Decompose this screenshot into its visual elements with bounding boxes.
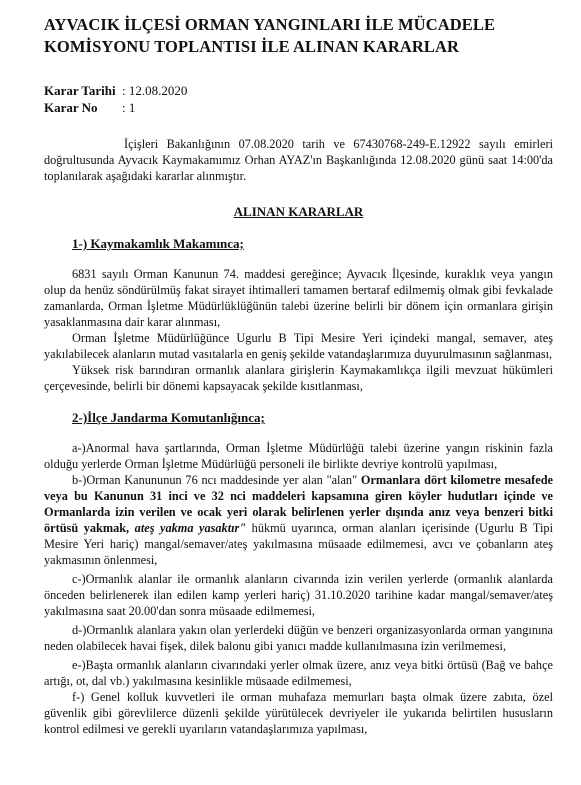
section-2-item-c: c-)Ormanlık alanlar ile ormanlık alanların civarında izin verilen yerlerde (ormanlık alanlarda önceden belirlenerek ilan edilen kamp yerleri hariç) 31.10.2020 tarihine kadar mangal/semaver/ateş yakılmasına saat 20.00'dan sonra müsaade edilmemesi, [44,572,553,618]
section-1-paragraph-3: Yüksek risk barındıran ormanlık alanlara girişlerin Kaymakamlıkça ilgili mevzuat hükümleri çerçevesinde, belirli bir dönemi kapsayacak şekilde kısıtlanması, [44,363,553,393]
title-line-2: KOMİSYONU TOPLANTISI İLE ALINAN KARARLAR [44,37,460,56]
section-2-item-a: a-)Anormal hava şartlarında, Orman İşletme Müdürlüğü talebi üzerine yangın riskinin fazla olduğu yerlerde Orman İşletme Müdürlüğü personeli ile birlikte devriye kontrolü yapılması, [44,441,553,471]
section-1-heading: 1-) Kaymakamlık Makamınca; [72,236,244,251]
intro-paragraph: İçişleri Bakanlığının 07.08.2020 tarih ve 67430768-249-E.12922 sayılı emirleri doğrultusunda Ayvacık Kaymakamımız Orhan AYAZ'ın Başkanlığında 12.08.2020 günü saat 14:00'da toplanılarak aşağıdaki kararlar alınmıştır. [44,137,553,183]
section-title: ALINAN KARARLAR [233,204,364,219]
decision-date-label: Karar Tarihi [44,83,116,98]
section-2-item-b [44,472,553,568]
decision-date-value: : 12.08.2020 [122,83,188,98]
item-b-text-bold: Ormanlara dört kilometre mesafede veya bu Kanunun 31 inci ve 32 nci maddeleri kapsamına giren köyler hudutları içinde ve Ormanlarda izin verilen ve ocak yeri olarak belirlenen yerler dışında anız veya benzeri bitki örtüsü yakmak, [44,473,554,535]
decision-no-value: : 1 [122,100,136,115]
section-2-heading: 2-)İlçe Jandarma Komutanlığınca; [72,410,265,425]
section-2-item-e: e-)Başta ormanlık alanların civarındaki yerler olmak üzere, anız veya bitki örtüsü (Bağ ve bahçe artığı, ot, dal vb.) yakılmasına kesinlikle müsaade edilmemesi, [44,658,553,688]
section-1-paragraph-2: Orman İşletme Müdürlüğünce Ugurlu B Tipi Mesire Yeri içindeki mangal, semaver, ateş yakılabilecek alanların mutad vasıtalarla en geniş şekilde vatandaşlarımıza duyurulmasının sağlanması, [44,331,553,361]
section-1-paragraph-1: 6831 sayılı Orman Kanunun 74. maddesi gereğince; Ayvacık İlçesinde, kuraklık veya yangın olup da henüz söndürülmüş fakat sirayet ihtimalleri tamamen bertaraf edilmemiş olmak gibi fevkalade zamanlarda, Orman İşletme Müdürlüklüğünün talebi üzerine belirli bir dönem için ormanlara girişin yasaklanmasına dair karar alınması, [44,267,553,329]
decision-meta [44,82,553,116]
decision-date-row [44,82,553,99]
section-2-item-f: f-) Genel kolluk kuvvetleri ile orman muhafaza memurları başta olmak üzere zabıta, özel güvenlik gibi görevlilerce düzenli şekilde yürütülecek devriyeler ile yukarıda belirtilen hususların kontrol edilmesi ve gerekli uyarıların vatandaşlarımıza yapılması, [44,690,553,736]
title-line-1: AYVACIK İLÇESİ ORMAN YANGINLARI İLE MÜCADELE [44,15,496,34]
section-2-item-d: d-)Ormanlık alanlara yakın olan yerlerdeki düğün ve benzeri organizasyonlarda orman yangınına neden olabilecek havai fişek, dilek balonu gibi yanıcı madde kullanılmasına izin verilmemesi, [44,623,553,653]
document-title [44,14,553,58]
item-b-text-end: hükmü uyarınca, orman alanları içerisinde (Ugurlu B Tipi Mesire Yeri hariç) mangal/semaver/ateş yakılmasına müsaade edilmemesi, avcı ve çobanların ateş yakmasının önlenmesi, [44,521,553,567]
decision-no-label: Karar No [44,100,98,115]
decision-no-row [44,99,553,116]
item-b-text-start: b-)Orman Kanununun 76 ncı maddesinde yer alan "alan" [72,473,361,487]
item-b-text-italic: ateş yakma yasaktır" [129,521,247,535]
